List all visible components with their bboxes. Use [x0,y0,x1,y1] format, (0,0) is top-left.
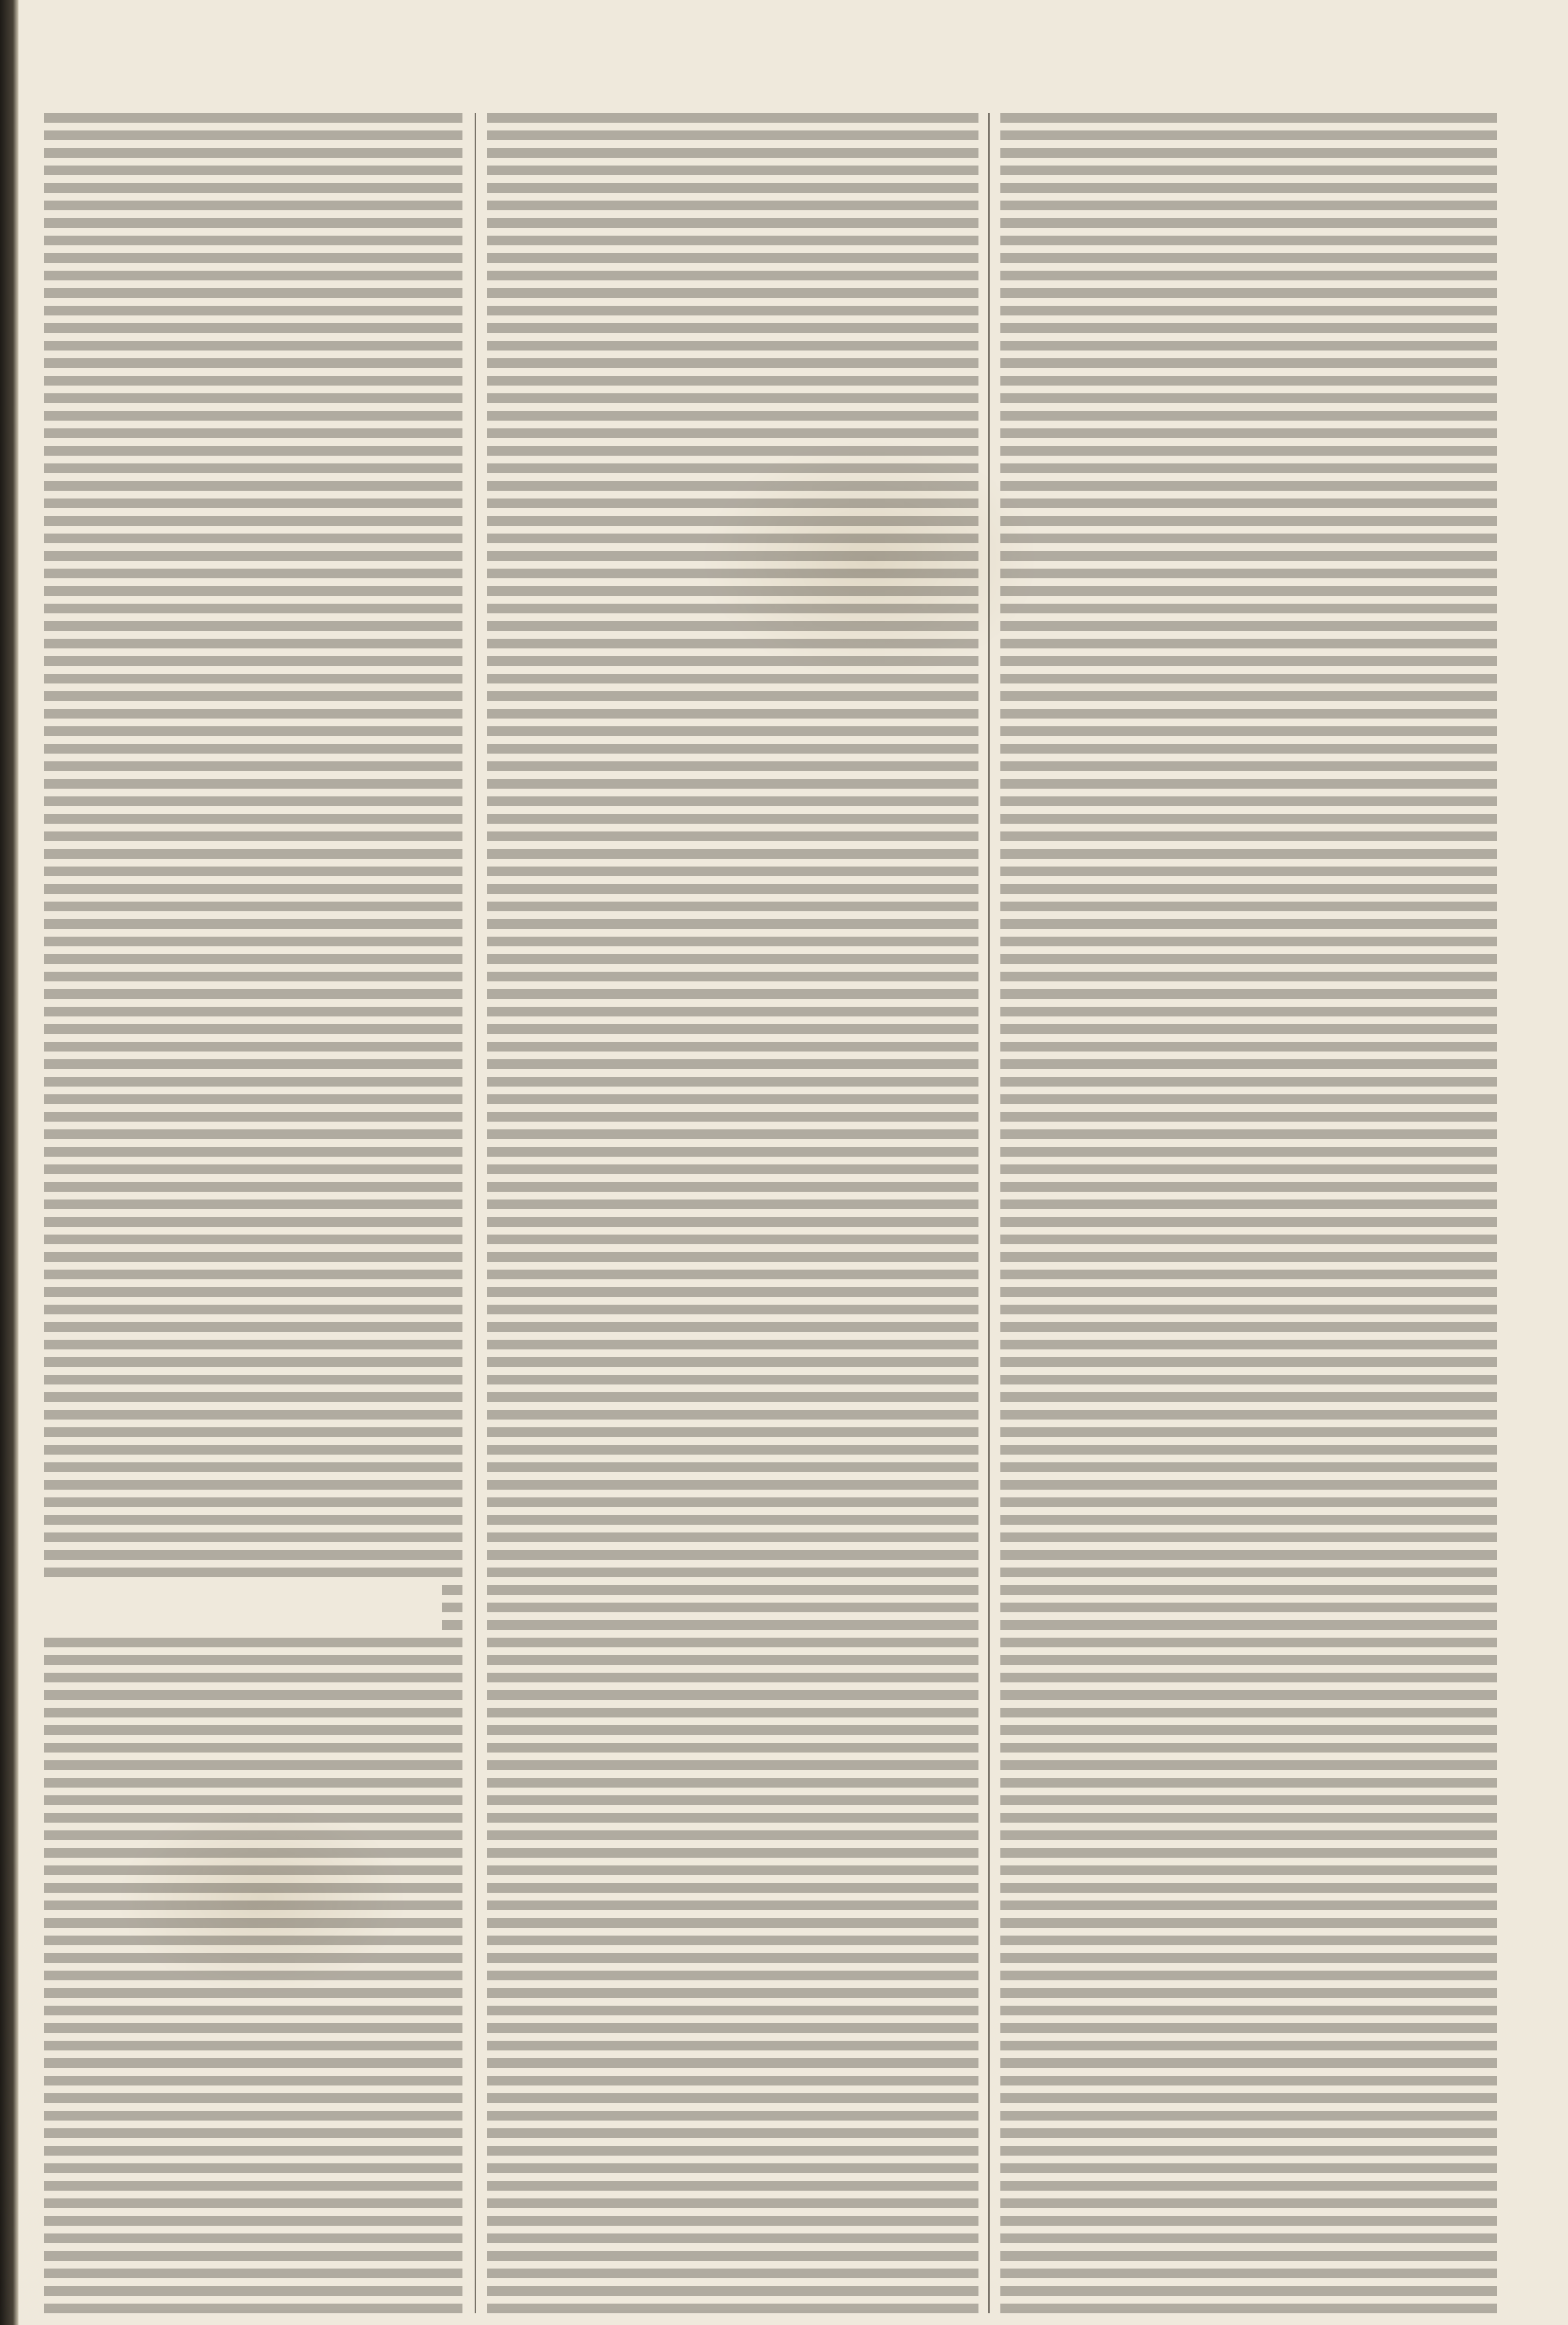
column-divider [475,113,476,2313]
column-text-right [1000,113,1497,2313]
column-text-middle [487,113,978,2313]
section-heading [23,1587,442,1631]
page-binding-edge [0,0,18,2325]
article-column-left [44,113,462,2313]
article-column-right [1000,113,1497,2313]
column-text-left [44,113,462,2313]
article-column-middle [487,113,978,2313]
column-divider [988,113,990,2313]
